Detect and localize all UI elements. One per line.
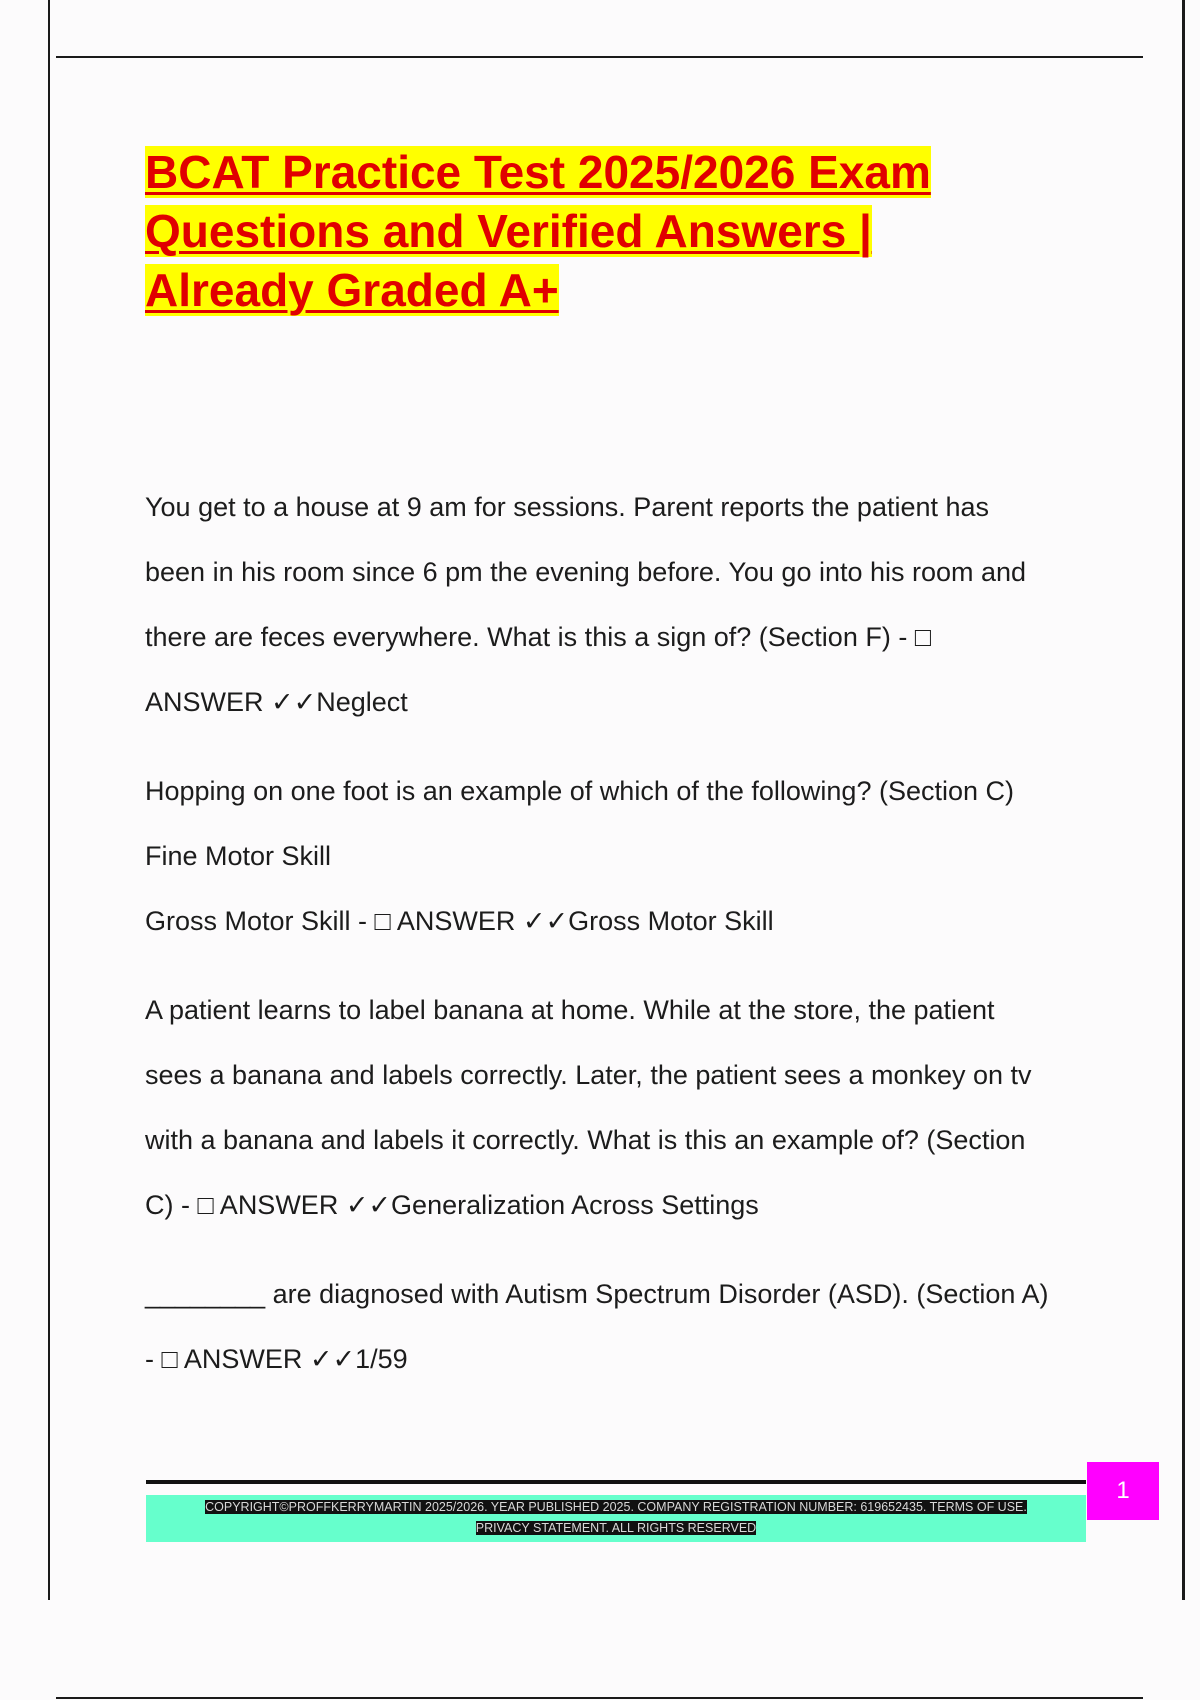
footer-rule <box>146 1480 1086 1484</box>
answer-text-line: Gross Motor Skill - □ ANSWER ✓✓Gross Motor Skill <box>145 906 774 936</box>
question-text-line: ________ are diagnosed with Autism Spectrum Disorder (ASD). (Section A) <box>145 1279 1049 1309</box>
option-text-line: Fine Motor Skill <box>145 841 332 871</box>
question-text-line: sees a banana and labels correctly. Later, the patient sees a monkey on tv <box>145 1060 1032 1090</box>
copyright-footer <box>146 1495 1086 1542</box>
question-text-line: been in his room since 6 pm the evening before. You go into his room and <box>145 557 1027 587</box>
question-text-line: there are feces everywhere. What is this a sign of? (Section F) - □ <box>145 622 932 652</box>
top-rule <box>56 56 1143 58</box>
question-text-line: You get to a house at 9 am for sessions. Parent reports the patient has <box>145 492 990 522</box>
question-block <box>145 978 1090 1238</box>
answer-text-line: C) - □ ANSWER ✓✓Generalization Across Settings <box>145 1190 759 1220</box>
question-block <box>145 1262 1090 1392</box>
page-border-right <box>1182 0 1185 1600</box>
page-number: 1 <box>1087 1462 1159 1520</box>
bottom-rule <box>56 1697 1143 1699</box>
question-text-line: A patient learns to label banana at home. While at the store, the patient <box>145 995 995 1025</box>
title-line: Questions and Verified Answers | <box>145 205 872 257</box>
copyright-text-line: COPYRIGHT©PROFFKERRYMARTIN 2025/2026. YEAR PUBLISHED 2025. COMPANY REGISTRATION NUMBER: 619652435. TERMS OF USE. <box>205 1500 1027 1514</box>
title-line: Already Graded A+ <box>145 264 559 316</box>
copyright-text-line: PRIVACY STATEMENT. ALL RIGHTS RESERVED <box>475 1521 757 1535</box>
title-line: BCAT Practice Test 2025/2026 Exam <box>145 146 931 198</box>
question-text-line: with a banana and labels it correctly. What is this an example of? (Section <box>145 1125 1026 1155</box>
answer-text-line: ANSWER ✓✓Neglect <box>145 687 408 717</box>
answer-text-line: - □ ANSWER ✓✓1/59 <box>145 1344 408 1374</box>
question-text-line: Hopping on one foot is an example of which of the following? (Section C) <box>145 776 1015 806</box>
document-body <box>145 475 1090 1416</box>
document-title <box>145 143 1005 320</box>
question-block <box>145 759 1090 954</box>
page-border-left <box>48 0 50 1600</box>
question-block <box>145 475 1090 735</box>
